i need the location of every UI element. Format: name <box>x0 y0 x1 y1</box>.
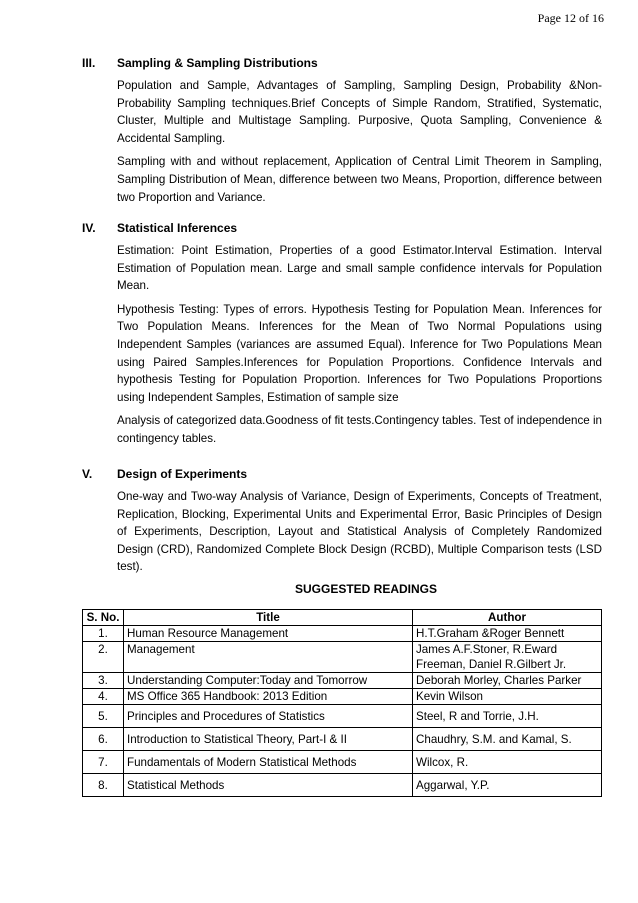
header-sno: S. No. <box>83 610 124 626</box>
paragraph: Estimation: Point Estimation, Properties of a good Estimator.Interval Estimation. Interval Estimation of Population mean. Large and small sample confidence intervals for Population Mean. <box>117 244 602 293</box>
table-row: 5. Principles and Procedures of Statistics Steel, R and Torrie, J.H. <box>83 705 602 728</box>
paragraph: Analysis of categorized data.Goodness of fit tests.Contingency tables. Test of independence in contingency tables. <box>117 414 602 445</box>
table-row: 3. Understanding Computer:Today and Tomorrow Deborah Morley, Charles Parker <box>83 673 602 689</box>
header-author: Author <box>413 610 602 626</box>
table-row: 7. Fundamentals of Modern Statistical Methods Wilcox, R. <box>83 751 602 774</box>
paragraph: Sampling with and without replacement, Application of Central Limit Theorem in Sampling, Sampling Distribution of Mean, difference between two Means, Proportion, difference between two Proportion and Variance. <box>117 155 602 204</box>
section-title: Design of Experiments <box>117 467 248 481</box>
table-row: 6. Introduction to Statistical Theory, Part-I & II Chaudhry, S.M. and Kamal, S. <box>83 728 602 751</box>
table-row: 1. Human Resource Management H.T.Graham &Roger Bennett <box>83 626 602 642</box>
header-title: Title <box>124 610 413 626</box>
paragraph: One-way and Two-way Analysis of Variance, Design of Experiments, Concepts of Treatment, Replication, Blocking, Experimental Units and Experimental Error, Basic Principles of Design of Experiments, Description, Layout and Statistical Analysis of Completely Randomized Design (CRD), Randomized Complete Block Design (RCBD), Multiple Comparison tests (LSD test). <box>117 490 602 574</box>
section-design-of-experiments <box>82 466 602 576</box>
table-row: 4. MS Office 365 Handbook: 2013 Edition Kevin Wilson <box>83 689 602 705</box>
section-sampling <box>82 55 602 206</box>
readings-table <box>82 609 602 797</box>
paragraph: Hypothesis Testing: Types of errors. Hypothesis Testing for Population Mean. Inferences for Two Population Means. Inferences for the Mean of Two Normal Populations using Independent Samples (variances are assumed Equal). Inference for Two Populations Mean using Paired Samples.Inferences for Population Proportions. Confidence Intervals and hypothesis Testing for Population Proportion. Inferences for Two Populations Proportions using Independent Samples, Estimation of sample size <box>117 302 602 404</box>
table-row: 2. Management James A.F.Stoner, R.Eward Freeman, Daniel R.Gilbert Jr. <box>83 642 602 673</box>
section-number: III. <box>82 56 96 70</box>
section-title: Sampling & Sampling Distributions <box>117 56 318 70</box>
paragraph: Population and Sample, Advantages of Sampling, Sampling Design, Probability &Non-Probability Sampling techniques.Brief Concepts of Simple Random, Stratified, Systematic, Cluster, Multiple and Multistage Sampling. Purposive, Quota Sampling, Convenience & Accidental Sampling. <box>117 79 602 145</box>
section-number: V. <box>82 467 93 481</box>
section-number: IV. <box>82 221 96 235</box>
page-number: Page 12 of 16 <box>537 11 604 25</box>
table-row: 8. Statistical Methods Aggarwal, Y.P. <box>83 774 602 797</box>
section-statistical-inferences <box>82 220 602 448</box>
section-title: Statistical Inferences <box>117 221 238 235</box>
table-header-row <box>83 610 602 626</box>
suggested-readings-heading: SUGGESTED READINGS <box>294 582 438 596</box>
